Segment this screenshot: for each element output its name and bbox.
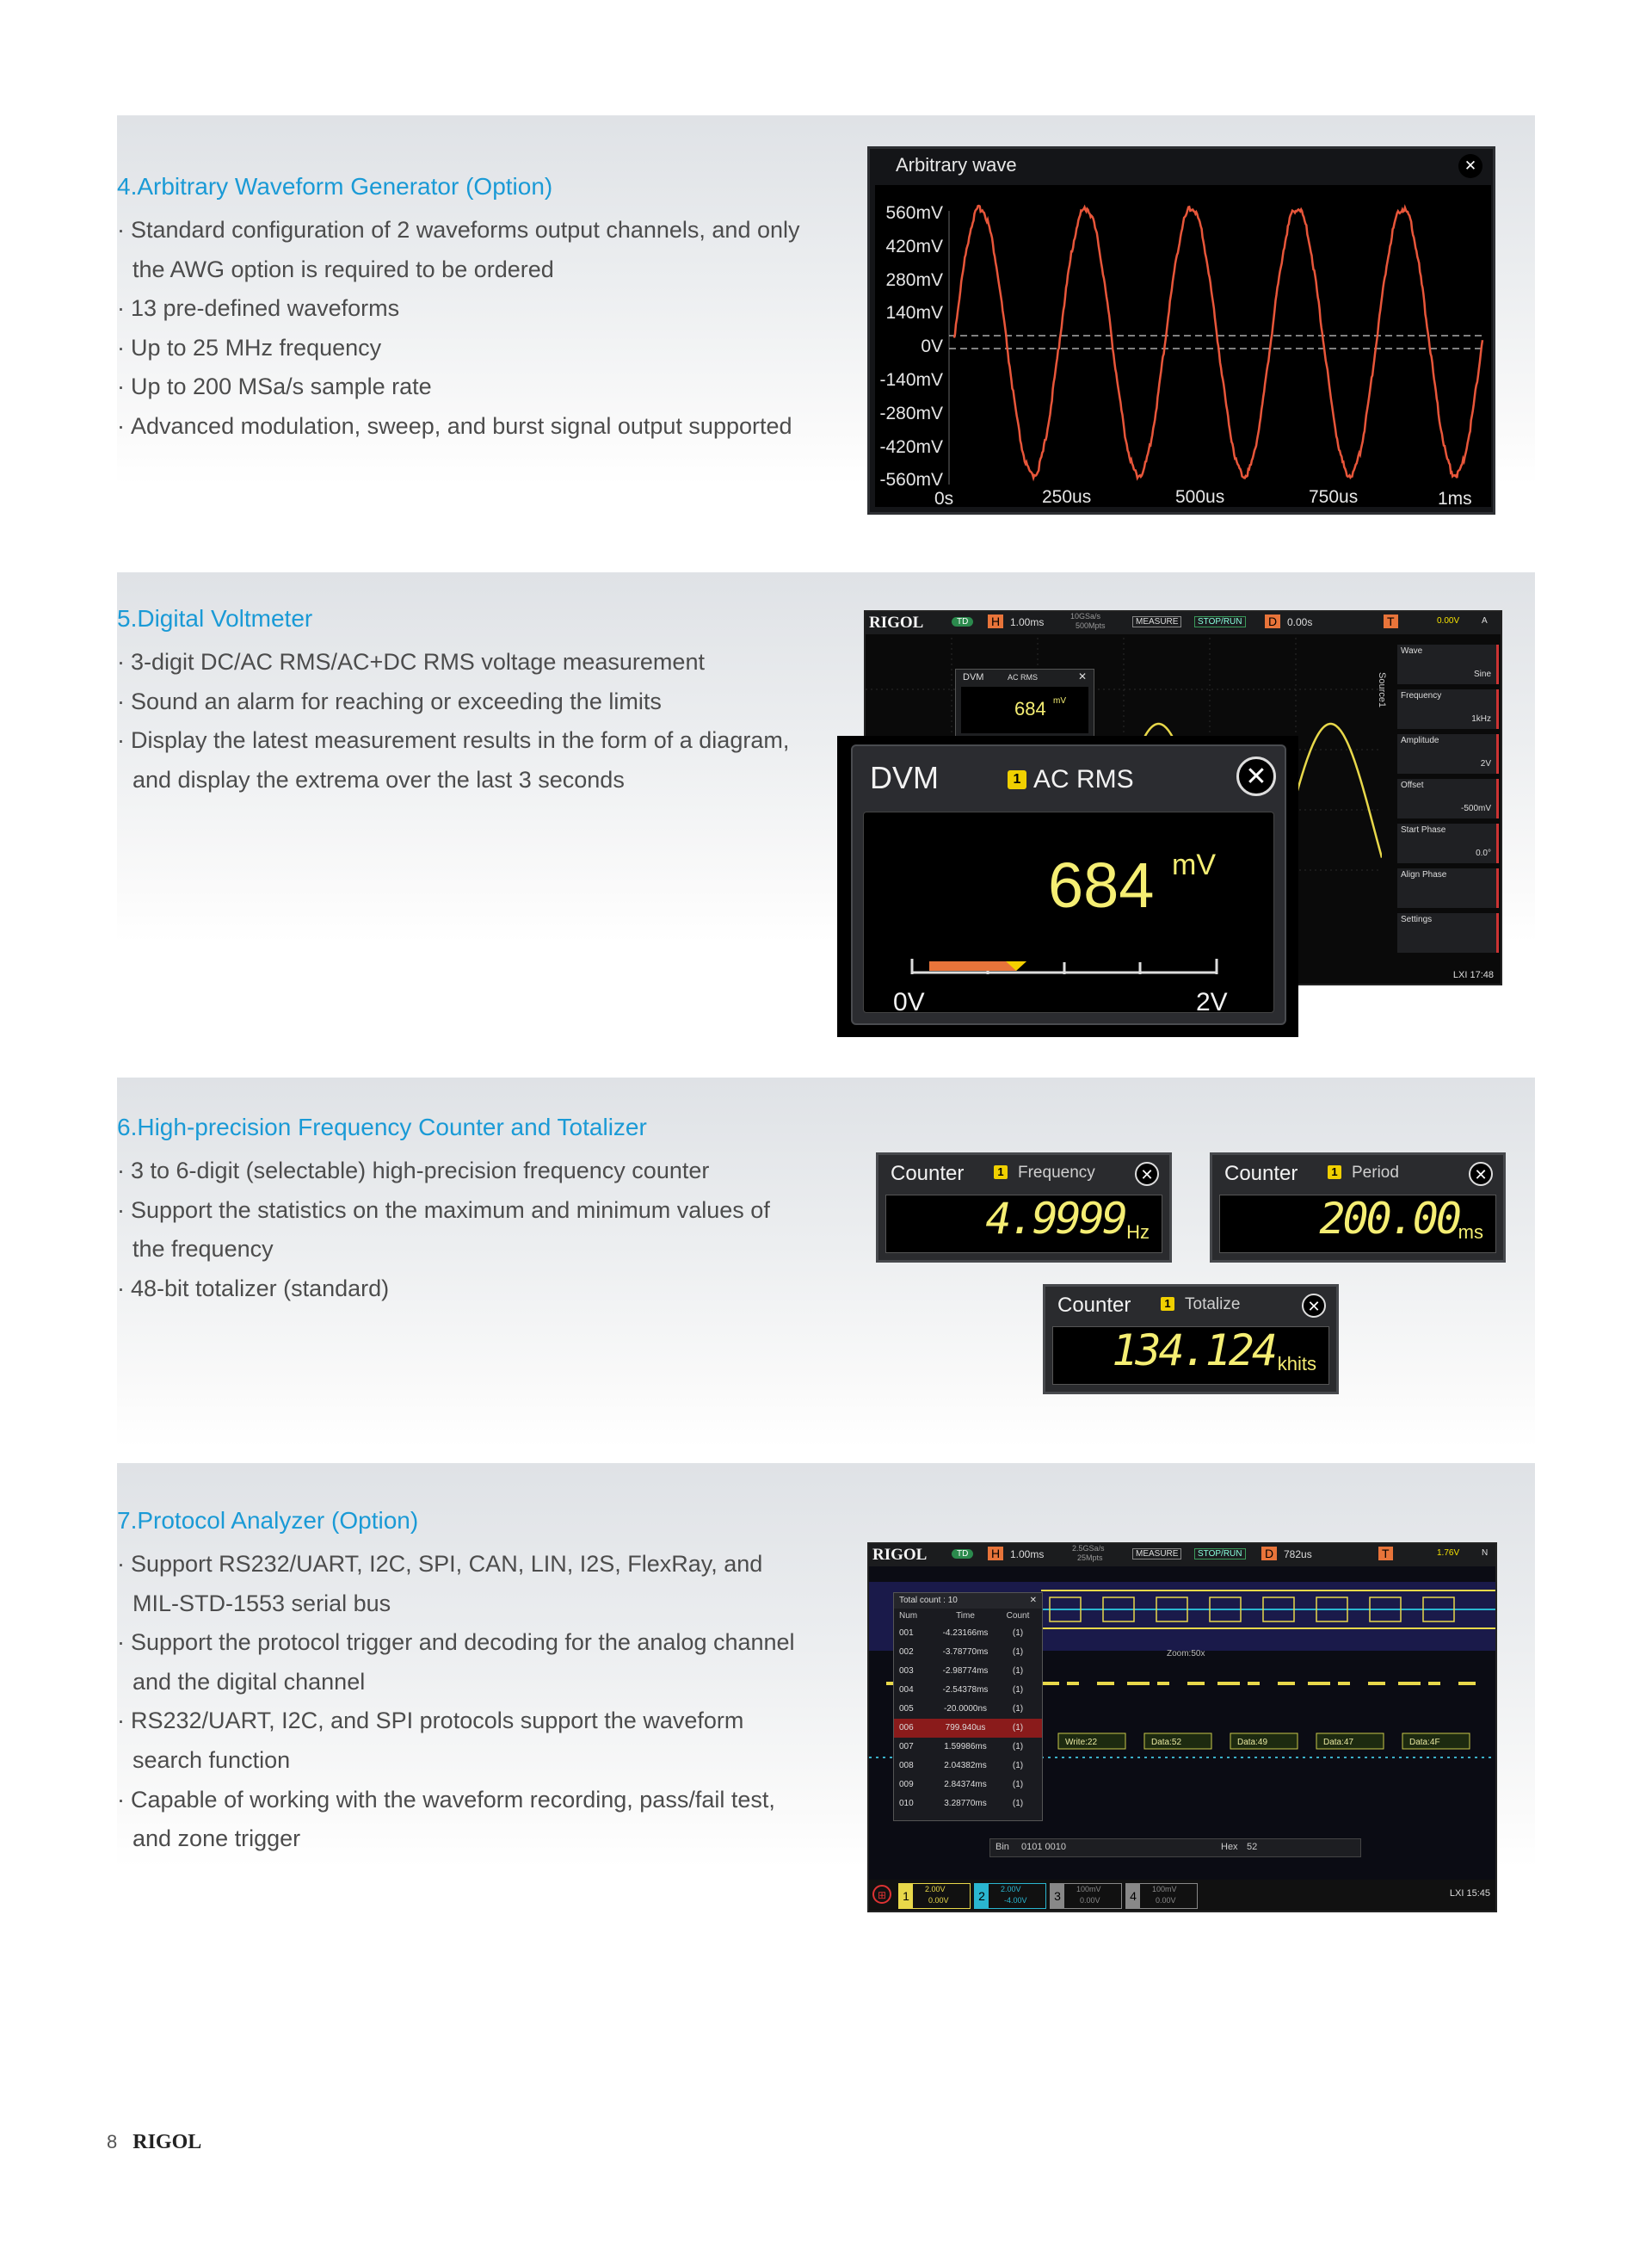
side-menu-value: Sine xyxy=(1473,670,1491,679)
section-title: 5.Digital Voltmeter xyxy=(117,605,313,632)
side-menu-item[interactable] xyxy=(1397,689,1499,729)
y-tick-label: 140mV xyxy=(885,303,943,323)
h-label[interactable]: H xyxy=(988,1547,1003,1560)
scope-top-bar xyxy=(869,1544,1495,1566)
bullet-item: · 48-bit totalizer (standard) xyxy=(117,1269,831,1309)
bullet-item: · 13 pre-defined waveforms xyxy=(117,289,831,329)
decode-label: Data:49 xyxy=(1237,1738,1268,1747)
dvm-min-label: 0V xyxy=(893,988,925,1016)
trigger-mode: N xyxy=(1482,1548,1489,1558)
table-row[interactable] xyxy=(894,1757,1042,1776)
table-cell: 009 xyxy=(899,1780,914,1789)
counter-unit: ms xyxy=(1458,1221,1483,1243)
counter-period: Counter 1 Period ✕ 200.00 ms xyxy=(1210,1152,1506,1263)
t-label[interactable]: T xyxy=(1378,1547,1393,1560)
digital-pulse xyxy=(1097,1682,1114,1685)
y-tick-label: 560mV xyxy=(885,203,943,223)
dvm-unit: mV xyxy=(1172,849,1216,881)
counter-value: 134.124 xyxy=(1112,1325,1275,1375)
table-cell: (1) xyxy=(1012,1761,1024,1770)
source-label: Source1 xyxy=(1377,672,1387,707)
table-cell: (1) xyxy=(1012,1742,1024,1751)
t-label[interactable]: T xyxy=(1384,615,1398,628)
digital-pulse xyxy=(1368,1682,1385,1685)
measure-button[interactable]: MEASURE xyxy=(1132,1548,1181,1560)
channel-box[interactable] xyxy=(974,1883,1046,1909)
delay-value: 0.00s xyxy=(1287,616,1313,628)
y-tick-label: -280mV xyxy=(879,404,943,423)
x-tick-label: 500us xyxy=(1175,487,1225,507)
section-protocol xyxy=(117,1505,831,1859)
table-cell: 004 xyxy=(899,1685,914,1695)
bin-value: 0101 0010 xyxy=(1021,1842,1066,1852)
channel-offset: 0.00V xyxy=(1156,1896,1176,1905)
home-icon[interactable]: ⊞ xyxy=(872,1885,891,1904)
bullet-item: · Sound an alarm for reaching or exceeding the limits xyxy=(117,682,831,722)
bullet-item: · Advanced modulation, sweep, and burst signal output supported xyxy=(117,407,831,447)
section-title: 6.High-precision Frequency Counter and Totalizer xyxy=(117,1114,647,1140)
side-menu-item[interactable] xyxy=(1397,779,1499,818)
dvm-popup xyxy=(837,736,1298,1037)
section-awg xyxy=(117,171,831,447)
dvm-bar-fill xyxy=(929,961,1016,971)
d-label[interactable]: D xyxy=(1261,1547,1277,1560)
counter-totalize: Counter 1 Totalize ✕ 134.124 khits xyxy=(1043,1284,1339,1394)
bullet-item: · Support RS232/UART, I2C, SPI, CAN, LIN, I2S, FlexRay, and MIL-STD-1553 serial bus xyxy=(117,1545,831,1623)
x-tick-label: 250us xyxy=(1042,487,1092,507)
dvm-popup-title: DVM xyxy=(870,760,939,795)
bullet-item: · Display the latest measurement results in the form of a diagram, and display the extrema over the last 3 seconds xyxy=(117,721,831,800)
digital-pulse xyxy=(1127,1682,1150,1685)
memory-depth: 25Mpts xyxy=(1077,1553,1103,1562)
y-tick-label: 0V xyxy=(921,337,943,356)
close-icon[interactable]: ✕ xyxy=(1077,670,1087,682)
bullet-item: · Capable of working with the waveform recording, pass/fail test, and zone trigger xyxy=(117,1781,831,1859)
y-tick-label: 420mV xyxy=(885,237,943,256)
h-label[interactable]: H xyxy=(988,615,1003,628)
x-tick-label: 1ms xyxy=(1438,489,1472,509)
digital-pulse xyxy=(1338,1682,1350,1685)
table-cell: (1) xyxy=(1012,1704,1024,1714)
digital-pulse xyxy=(1398,1682,1421,1685)
channel-scale: 100mV xyxy=(1152,1885,1177,1893)
side-menu-label: Frequency xyxy=(1401,691,1442,701)
counter-value: 200.00 xyxy=(1319,1194,1459,1244)
digital-pulse xyxy=(1428,1682,1440,1685)
table-cell: 003 xyxy=(899,1666,914,1676)
trigger-level: 0.00V xyxy=(1437,616,1460,626)
sample-rate: 2.5GSa/s xyxy=(1072,1544,1105,1553)
status-clock: LXI 15:45 xyxy=(1449,1888,1490,1899)
close-icon[interactable]: ✕ xyxy=(1458,154,1482,178)
table-row[interactable] xyxy=(894,1624,1042,1643)
channel-scale: 100mV xyxy=(1076,1885,1101,1893)
channel-number: 4 xyxy=(1126,1884,1140,1908)
table-cell: 002 xyxy=(899,1647,914,1657)
hex-value: 52 xyxy=(1247,1842,1258,1852)
channel-number: 3 xyxy=(1051,1884,1064,1908)
measure-button[interactable]: MEASURE xyxy=(1132,616,1181,627)
table-cell: (1) xyxy=(1012,1723,1024,1732)
timebase: 1.00ms xyxy=(1010,1548,1045,1560)
table-cell: -2.54378ms xyxy=(942,1685,989,1695)
awg-screenshot xyxy=(867,146,1495,515)
close-icon[interactable]: ✕ xyxy=(1469,1162,1493,1186)
y-tick-label: -560mV xyxy=(879,470,943,490)
page-number: 8 xyxy=(107,2131,118,2152)
close-icon[interactable]: ✕ xyxy=(1029,1596,1037,1605)
counter-unit: khits xyxy=(1277,1353,1316,1374)
channel-box[interactable] xyxy=(1050,1883,1122,1909)
decode-row xyxy=(1058,1733,1470,1749)
y-tick-label: 280mV xyxy=(885,270,943,290)
table-row[interactable] xyxy=(894,1643,1042,1662)
table-row[interactable] xyxy=(894,1738,1042,1757)
channel-box[interactable] xyxy=(1125,1883,1198,1909)
side-menu-item[interactable] xyxy=(1397,868,1499,908)
section-dvm xyxy=(117,603,831,800)
stop-run-button[interactable]: STOP/RUN xyxy=(1194,1548,1246,1560)
channel-number: 2 xyxy=(975,1884,989,1908)
close-icon[interactable]: ✕ xyxy=(1135,1162,1159,1186)
table-cell: 008 xyxy=(899,1761,914,1770)
digital-pulse xyxy=(1248,1682,1260,1685)
section-title: 4.Arbitrary Waveform Generator (Option) xyxy=(117,173,553,200)
page-footer xyxy=(107,2131,201,2154)
bullet-item: · Support the statistics on the maximum and minimum values of the frequency xyxy=(117,1191,831,1269)
side-menu-value: 0.0° xyxy=(1476,849,1491,858)
table-row[interactable] xyxy=(894,1719,1042,1738)
stop-run-button[interactable]: STOP/RUN xyxy=(1194,616,1246,627)
table-cell: -2.98774ms xyxy=(942,1666,989,1676)
side-menu-label: Offset xyxy=(1401,781,1424,790)
dvm-mode: AC RMS xyxy=(1033,765,1134,794)
side-menu-value: 1kHz xyxy=(1471,714,1491,724)
table-row[interactable] xyxy=(894,1794,1042,1813)
channel-offset: -4.00V xyxy=(1004,1896,1027,1905)
delay-value: 782us xyxy=(1284,1548,1312,1560)
table-row[interactable] xyxy=(894,1662,1042,1681)
counter-unit: Hz xyxy=(1126,1221,1150,1243)
digital-pulse xyxy=(1308,1682,1330,1685)
table-cell: 006 xyxy=(899,1723,914,1732)
channel-badge: 1 xyxy=(1008,770,1026,789)
bullet-item: · 3 to 6-digit (selectable) high-precision frequency counter xyxy=(117,1152,831,1191)
digital-pulse xyxy=(1067,1682,1079,1685)
channel-number: 1 xyxy=(899,1884,913,1908)
table-row[interactable] xyxy=(894,1700,1042,1719)
trigger-level: 1.76V xyxy=(1437,1548,1460,1558)
close-icon[interactable]: ✕ xyxy=(1302,1294,1326,1318)
dvm-small-popup: DVM AC RMS ✕ 684 mV xyxy=(955,669,1094,739)
trigger-mode: A xyxy=(1482,616,1488,626)
timebase: 1.00ms xyxy=(1010,616,1045,628)
td-badge[interactable]: TD xyxy=(952,1549,973,1559)
d-label[interactable]: D xyxy=(1265,615,1280,628)
side-menu-item[interactable] xyxy=(1397,824,1499,863)
table-cell: -20.0000ns xyxy=(943,1704,988,1714)
section-counter xyxy=(117,1112,831,1308)
decode-label: Data:4F xyxy=(1409,1738,1440,1747)
counter-value: 4.9999 xyxy=(985,1194,1125,1244)
counter-frequency: Counter 1 Frequency ✕ 4.9999 Hz xyxy=(876,1152,1172,1263)
side-menu-value: -500mV xyxy=(1460,804,1491,813)
side-menu-label: Wave xyxy=(1401,646,1423,656)
protocol-scope-screenshot xyxy=(867,1542,1497,1912)
digital-pulse xyxy=(1157,1682,1169,1685)
channel-scale: 2.00V xyxy=(1001,1885,1021,1893)
table-row[interactable] xyxy=(894,1681,1042,1700)
channel-offset: 0.00V xyxy=(928,1896,949,1905)
channel-scale: 2.00V xyxy=(925,1885,946,1893)
table-cell: (1) xyxy=(1012,1647,1024,1657)
bullet-item: · Up to 200 MSa/s sample rate xyxy=(117,367,831,407)
table-row[interactable] xyxy=(894,1776,1042,1794)
dvm-bar xyxy=(881,948,1277,991)
side-menu-label: Settings xyxy=(1401,915,1433,924)
side-menu-item[interactable] xyxy=(1397,734,1499,774)
table-cell: -4.23166ms xyxy=(942,1628,989,1638)
x-tick-label: 0s xyxy=(934,489,954,509)
bin-hex-bar: Bin 0101 0010 Hex 52 xyxy=(989,1838,1361,1857)
dvm-max-label: 2V xyxy=(1196,988,1228,1016)
table-cell: (1) xyxy=(1012,1685,1024,1695)
digital-pulse xyxy=(1217,1682,1240,1685)
table-cell: 1.59986ms xyxy=(944,1742,987,1751)
brand-logo: RIGOL xyxy=(133,2131,202,2153)
bullet-item: · RS232/UART, I2C, and SPI protocols support the waveform search function xyxy=(117,1702,831,1780)
y-tick-label: -420mV xyxy=(879,437,943,457)
sample-rate: 10GSa/s xyxy=(1070,612,1101,621)
decode-label: Data:47 xyxy=(1323,1738,1354,1747)
table-cell: (1) xyxy=(1012,1780,1024,1789)
table-cell: 3.28770ms xyxy=(944,1799,987,1808)
table-cell: -3.78770ms xyxy=(942,1647,989,1657)
decode-label: Write:22 xyxy=(1065,1738,1098,1747)
close-icon[interactable]: ✕ xyxy=(1236,757,1276,796)
table-cell: 005 xyxy=(899,1704,914,1714)
side-menu-label: Align Phase xyxy=(1401,870,1447,880)
td-badge[interactable]: TD xyxy=(952,617,973,627)
status-clock: LXI 17:48 xyxy=(1452,970,1494,980)
channel-bar xyxy=(869,1880,1495,1911)
table-cell: 010 xyxy=(899,1799,914,1808)
bullet-item: · Up to 25 MHz frequency xyxy=(117,329,831,368)
table-cell: 007 xyxy=(899,1742,914,1751)
scope-top-bar xyxy=(866,612,1501,634)
section-title: 7.Protocol Analyzer (Option) xyxy=(117,1507,419,1534)
table-cell: 2.04382ms xyxy=(944,1761,987,1770)
digital-pulse xyxy=(1187,1682,1205,1685)
table-cell: 799.940us xyxy=(945,1723,986,1732)
decode-label: Data:52 xyxy=(1151,1738,1182,1747)
event-table: Total count : 10 ✕ Num Time Count 001 -4.23166ms (1) 002 -3.78770ms (1) 003 -2.98774ms (1) 004 -2.54378ms (1) 005 -20.0000ns (1) 006 799.940us (1) 007 1.59986ms (1) 008 2.04382ms (1) 009 2.84374ms (1) 010 3.28770ms (1) xyxy=(893,1592,1043,1821)
rigol-logo: RIGOL xyxy=(869,614,924,632)
awg-plot xyxy=(870,185,1498,512)
bullet-item: · Support the protocol trigger and decoding for the analog channel and the digital channel xyxy=(117,1623,831,1702)
dvm-display xyxy=(863,812,1274,1016)
rigol-logo: RIGOL xyxy=(872,1546,928,1564)
side-menu-item[interactable] xyxy=(1397,913,1499,953)
event-table-title: Total count : 10 xyxy=(899,1596,958,1605)
side-menu xyxy=(1397,645,1499,958)
x-tick-label: 750us xyxy=(1309,487,1359,507)
awg-title: Arbitrary wave xyxy=(896,154,1017,176)
channel-offset: 0.00V xyxy=(1080,1896,1100,1905)
side-menu-item[interactable] xyxy=(1397,645,1499,684)
table-cell: 2.84374ms xyxy=(944,1780,987,1789)
channel-box[interactable] xyxy=(898,1883,971,1909)
dvm-value: 684 xyxy=(1048,849,1155,921)
bullet-item: · Standard configuration of 2 waveforms output channels, and only the AWG option is required to be ordered xyxy=(117,211,831,289)
y-tick-label: -140mV xyxy=(879,370,943,390)
bullet-item: · 3-digit DC/AC RMS/AC+DC RMS voltage measurement xyxy=(117,643,831,682)
side-menu-label: Amplitude xyxy=(1401,736,1439,745)
side-menu-label: Start Phase xyxy=(1401,825,1446,835)
table-cell: 001 xyxy=(899,1628,914,1638)
memory-depth: 500Mpts xyxy=(1076,621,1106,630)
side-menu-value: 2V xyxy=(1480,759,1491,769)
digital-pulse xyxy=(1278,1682,1295,1685)
table-cell: (1) xyxy=(1012,1666,1024,1676)
digital-pulse xyxy=(1458,1682,1476,1685)
zoom-label: Zoom:50x xyxy=(1167,1649,1205,1658)
table-cell: (1) xyxy=(1012,1799,1024,1808)
table-cell: (1) xyxy=(1012,1628,1024,1638)
